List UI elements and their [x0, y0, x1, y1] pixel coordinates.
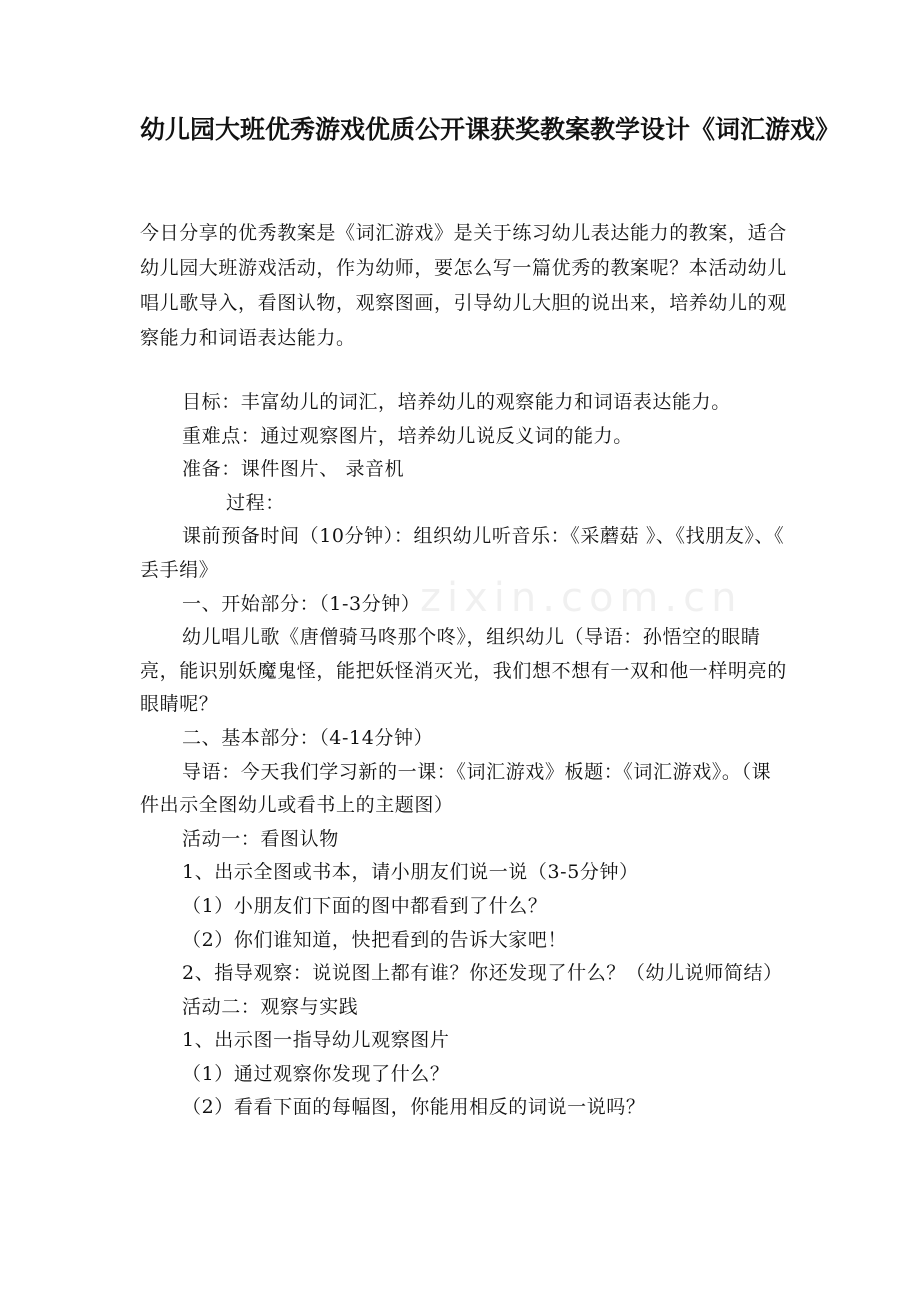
activity-one-question-2: （2）你们谁知道，快把看到的告诉大家吧！ [182, 928, 568, 951]
activity-two-question-2: （2）看看下面的每幅图，你能用相反的词说一说吗？ [182, 1096, 646, 1119]
watermark: zixin.com.cn [420, 575, 743, 621]
activity-one-step-2: 2、指导观察：说说图上都有谁？你还发现了什么？（幼儿说师简结） [182, 962, 783, 985]
goal-paragraph: 目标：丰富幼儿的词汇，培养幼儿的观察能力和词语表达能力。 [182, 391, 731, 413]
preparation-paragraph: 准备：课件图片、 录音机 [182, 458, 405, 481]
lesson-body [140, 386, 790, 1125]
activity-one-question-1: （1）小朋友们下面的图中都看到了什么？ [182, 894, 548, 917]
section-two-heading: 二、基本部分：（4-14分钟） [182, 726, 434, 749]
activity-one-heading: 活动一：看图认物 [182, 827, 339, 850]
process-heading: 过程： [226, 491, 285, 514]
intro-paragraph: 今日分享的优秀教案是《词汇游戏》是关于练习幼儿表达能力的教案，适合幼儿园大班游戏活动，作为幼师，要怎么写一篇优秀的教案呢？本活动幼儿唱儿歌导入，看图认物，观察图画，引导幼儿大胆的说出来，培养幼儿的观察能力和词语表达能力。 [140, 222, 787, 349]
activity-two-heading: 活动二：观察与实践 [182, 995, 359, 1018]
activity-one-step-1: 1、出示全图或书本，请小朋友们说一说（3-5分钟） [182, 861, 639, 884]
pre-class-paragraph: 课前预备时间（10分钟）：组织幼儿听音乐：《采蘑菇 》、《找朋友》、《 丢手绢》 [140, 525, 785, 581]
key-points-paragraph: 重难点：通过观察图片，培养幼儿说反义词的能力。 [182, 424, 633, 447]
section-two-intro: 导语：今天我们学习新的一课：《词汇游戏》板题：《词汇游戏》。（课件出示全图幼儿或看书上的主题图） [140, 760, 772, 817]
document-title: 幼儿园大班优秀游戏优质公开课获奖教案教学设计《词汇游戏》 [140, 115, 841, 144]
section-one-paragraph: 幼儿唱儿歌《唐僧骑马咚那个咚》，组织幼儿（导语：孙悟空的眼睛亮，能识别妖魔鬼怪，能把妖怪消灭光，我们想不想有一双和他一样明亮的眼睛呢？ [140, 626, 787, 716]
section-one-heading: 一、开始部分：（1-3分钟） [182, 592, 421, 615]
activity-two-question-1: （1）通过观察你发现了什么？ [182, 1062, 450, 1085]
activity-two-step-1: 1、出示图一指导幼儿观察图片 [182, 1029, 450, 1052]
